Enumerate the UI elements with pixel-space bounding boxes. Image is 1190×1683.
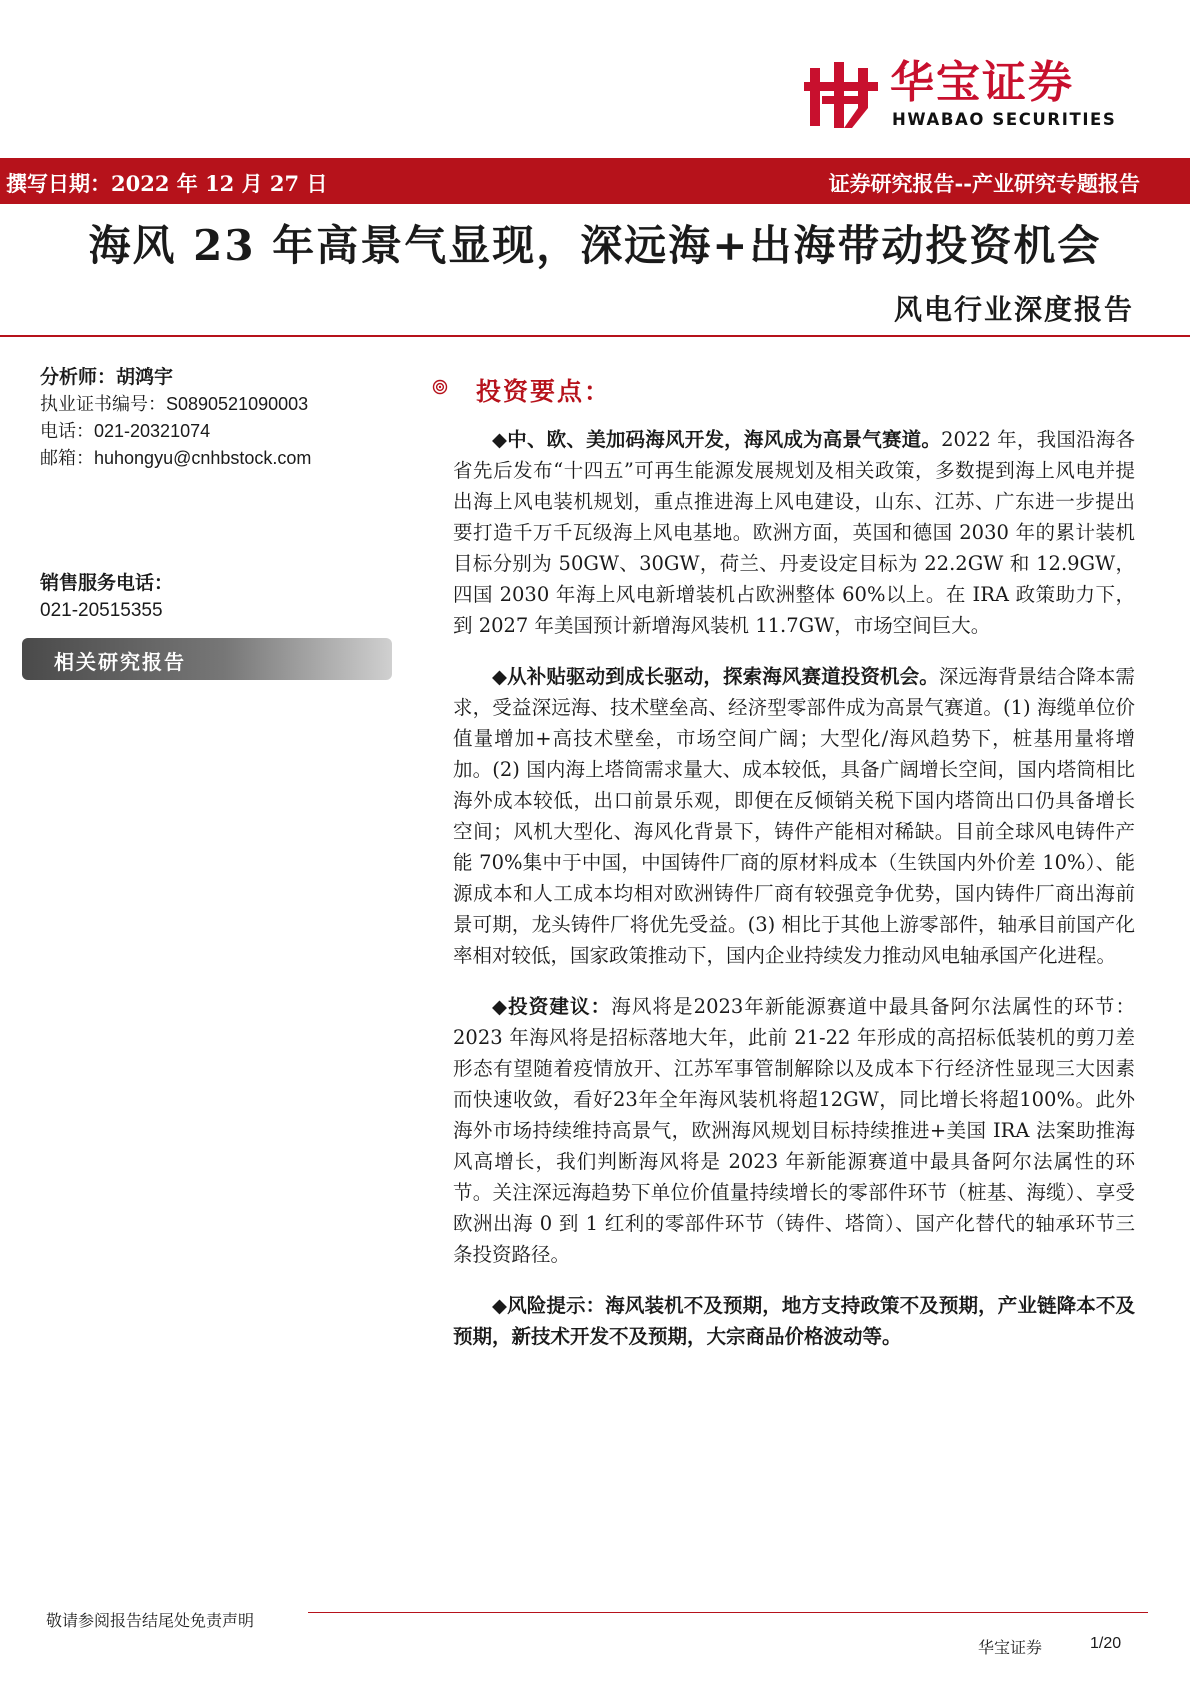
title-divider [0, 335, 1190, 337]
key-point-lead: ◆中、欧、美加码海风开发，海风成为高景气赛道。 [492, 428, 942, 451]
analyst-cert-label: 执业证书编号： [40, 394, 166, 415]
header-bar [0, 158, 1190, 204]
key-points-body [453, 424, 1135, 1372]
key-point-lead: ◆投资建议： [492, 995, 612, 1018]
analyst-email-address[interactable]: huhongyu@cnhbstock.com [94, 448, 312, 468]
report-type: 证券研究报告--产业研究专题报告 [828, 171, 1140, 196]
brand-name-en: HWABAO SECURITIES [892, 110, 1117, 129]
brand-name-cn: 华宝证券 [890, 57, 1074, 108]
related-reports-header [22, 638, 392, 680]
sales-label: 销售服务电话： [40, 572, 174, 594]
key-point-text: 深远海背景结合降本需求，受益深远海、技术壁垒高、经济型零部件成为高景气赛道。(1) 海缆单位价值量增加+高技术壁垒，市场空间广阔；大型化/海风趋势下，桩基用量将增加。(2) 国内海上塔筒需求量大、成本较低，具备广阔增长空间，国内塔筒相比海外成本较低，出口前景乐观，即便在反倾销关税下国内塔筒出口仍具备增长空间；风机大型化、海风化背景下，铸件产能相对稀缺。目前全球风电铸件产能 70%集中于中国，中国铸件厂商的原材料成本（生铁国内外价差 10%）、能源成本和人工成本均相对欧洲铸件厂商有较强竞争优势，国内铸件厂商出海前景可期，龙头铸件厂将优先受益。(3) 相比于其他上游零部件，轴承目前国产化率相对较低，国家政策推动下，国内企业持续发力推动风电轴承国产化进程。 [453, 665, 1135, 967]
related-reports-label: 相关研究报告 [54, 650, 186, 674]
analyst-phone-number: 021-20321074 [94, 421, 211, 441]
key-point-lead: ◆从补贴驱动到成长驱动，探索海风赛道投资机会。 [492, 665, 939, 688]
key-point-paragraph [453, 424, 1135, 641]
analyst-phone-label: 电话： [40, 421, 94, 442]
key-point-paragraph [453, 661, 1135, 971]
analyst-phone [40, 418, 400, 445]
hwabao-logo-mark-icon [800, 58, 882, 130]
key-point-paragraph [453, 1290, 1135, 1352]
key-points-title: 投资要点： [476, 377, 612, 406]
analyst-info [40, 364, 400, 472]
key-point-text: 海风将是2023年新能源赛道中最具备阿尔法属性的环节：2023 年海风将是招标落地大年，此前 21-22 年形成的高招标低装机的剪刀差形态有望随着疫情放开、江苏军事管制解除以及成本下行经济性显现三大因素而快速收敛，看好23年全年海风装机将超12GW，同比增长将超100%。此外海外市场持续维持高景气，欧洲海风规划目标持续推进+美国 IRA 法案助推海风高增长，我们判断海风将是 2023 年新能源赛道中最具备阿尔法属性的环节。关注深远海趋势下单位价值量持续增长的零部件环节（桩基、海缆）、享受欧洲出海 0 到 1 红利的零部件环节（铸件、塔筒）、国产化替代的轴承环节三条投资路径。 [453, 995, 1135, 1266]
report-date: 撰写日期：2022 年 12 月 27 日 [6, 171, 328, 196]
target-icon [432, 379, 448, 395]
analyst-cert-number: S0890521090003 [166, 394, 309, 414]
page-title: 海风 23 年高景气显现，深远海+出海带动投资机会 [88, 221, 1102, 270]
sales-phone: 021-20515355 [40, 600, 163, 621]
brand-logo [800, 52, 1140, 132]
key-point-text: 2022 年，我国沿海各省先后发布“十四五”可再生能源发展规划及相关政策，多数提到海上风电并提出海上风电装机规划，重点推进海上风电建设，山东、江苏、广东进一步提出要打造千万千瓦级海上风电基地。欧洲方面，英国和德国 2030 年的累计装机目标分别为 50GW、30GW，荷兰、丹麦设定目标为 22.2GW 和 12.9GW，四国 2030 年海上风电新增装机占欧洲整体 60%以上。在 IRA 政策助力下，到 2027 年美国预计新增海风装机 11.7GW，市场空间巨大。 [453, 428, 1136, 637]
footer-divider [308, 1612, 1148, 1613]
analyst-email [40, 445, 400, 472]
page-number: 1/20 [1090, 1635, 1122, 1652]
analyst-email-label: 邮箱： [40, 448, 94, 469]
page-subtitle: 风电行业深度报告 [893, 293, 1134, 326]
analyst-cert [40, 391, 400, 418]
key-point-paragraph [453, 991, 1135, 1270]
analyst-name: 分析师：胡鸿宇 [40, 366, 174, 388]
key-point-lead: ◆风险提示：海风装机不及预期，地方支持政策不及预期，产业链降本不及预期，新技术开发不及预期，大宗商品价格波动等。 [453, 1294, 1135, 1348]
footer-brand: 华宝证券 [978, 1638, 1043, 1657]
footer-disclaimer: 敬请参阅报告结尾处免责声明 [46, 1611, 255, 1630]
